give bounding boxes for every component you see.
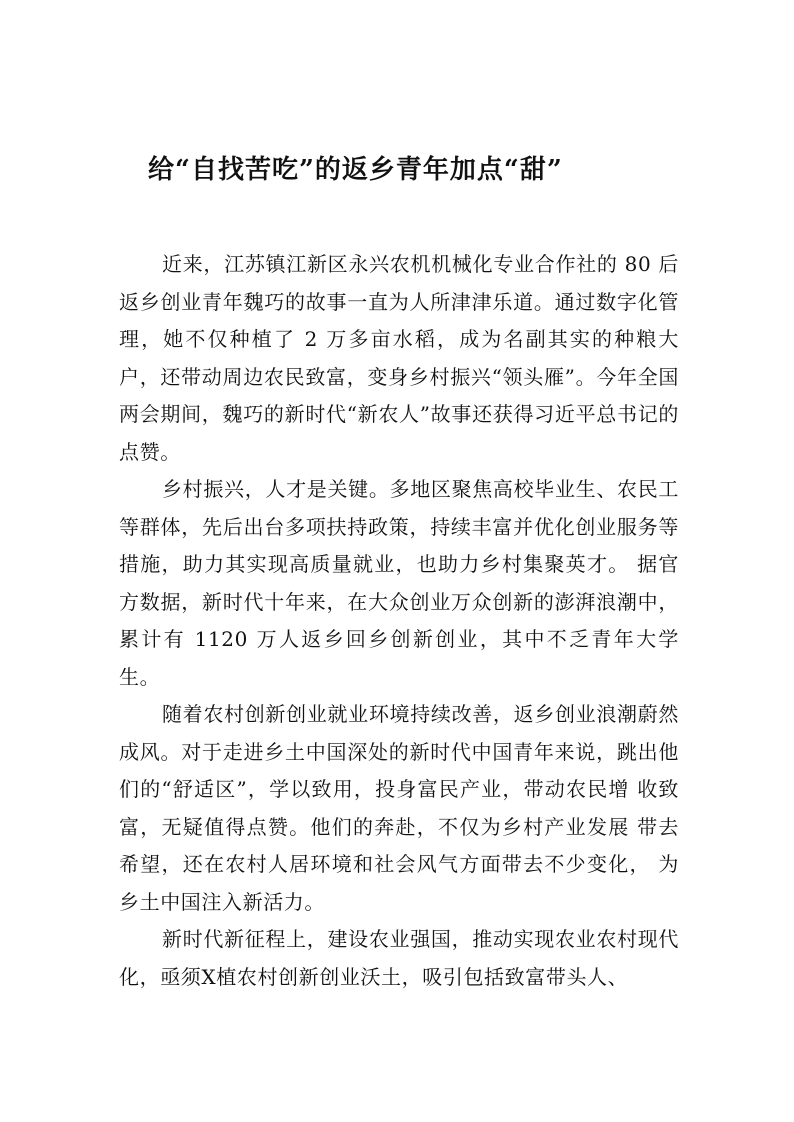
- paragraph-1: 近来，江苏镇江新区永兴农机机械化专业合作社的 80 后返乡创业青年魏巧的故事一直为人所津津乐道。通过数字化管理，她不仅种植了 2 万多亩水稻，成为名副其实的种粮大户，还带动周边农民致富，变身乡村振兴“领头雁”。今年全国两会期间，魏巧的新时代“新农人”故事还获得习近平总书记的点赞。: [119, 252, 679, 464]
- page-title: 给“自找苦吃”的返乡青年加点“甜”: [148, 155, 563, 185]
- article-body: [119, 246, 679, 996]
- paragraph-2: 乡村振兴，人才是关键。多地区聚焦高校毕业生、农民工等群体，先后出台多项扶持政策，持续丰富并优化创业服务等措施，助力其实现高质量就业，也助力乡村集聚英才。 据官方数据，新时代十年来，在大众创业万众创新的澎湃浪潮中，累计有 1120 万人返乡回乡创新创业，其中不乏青年大学生。: [119, 477, 679, 689]
- paragraph-3: 随着农村创新创业就业环境持续改善，返乡创业浪潮蔚然成风。对于走进乡土中国深处的新时代中国青年来说，跳出他们的“舒适区”，学以致用，投身富民产业，带动农民增 收致富，无疑值得点赞。他们的奔赴，不仅为乡村产业发展 带去希望，还在农村人居环境和社会风气方面带去不少变化， 为乡土中国注入新活力。: [119, 702, 679, 914]
- paragraph-4: 新时代新征程上，建设农业强国，推动实现农业农村现代化，亟须X植农村创新创业沃土，吸引包括致富带头人、: [119, 927, 679, 989]
